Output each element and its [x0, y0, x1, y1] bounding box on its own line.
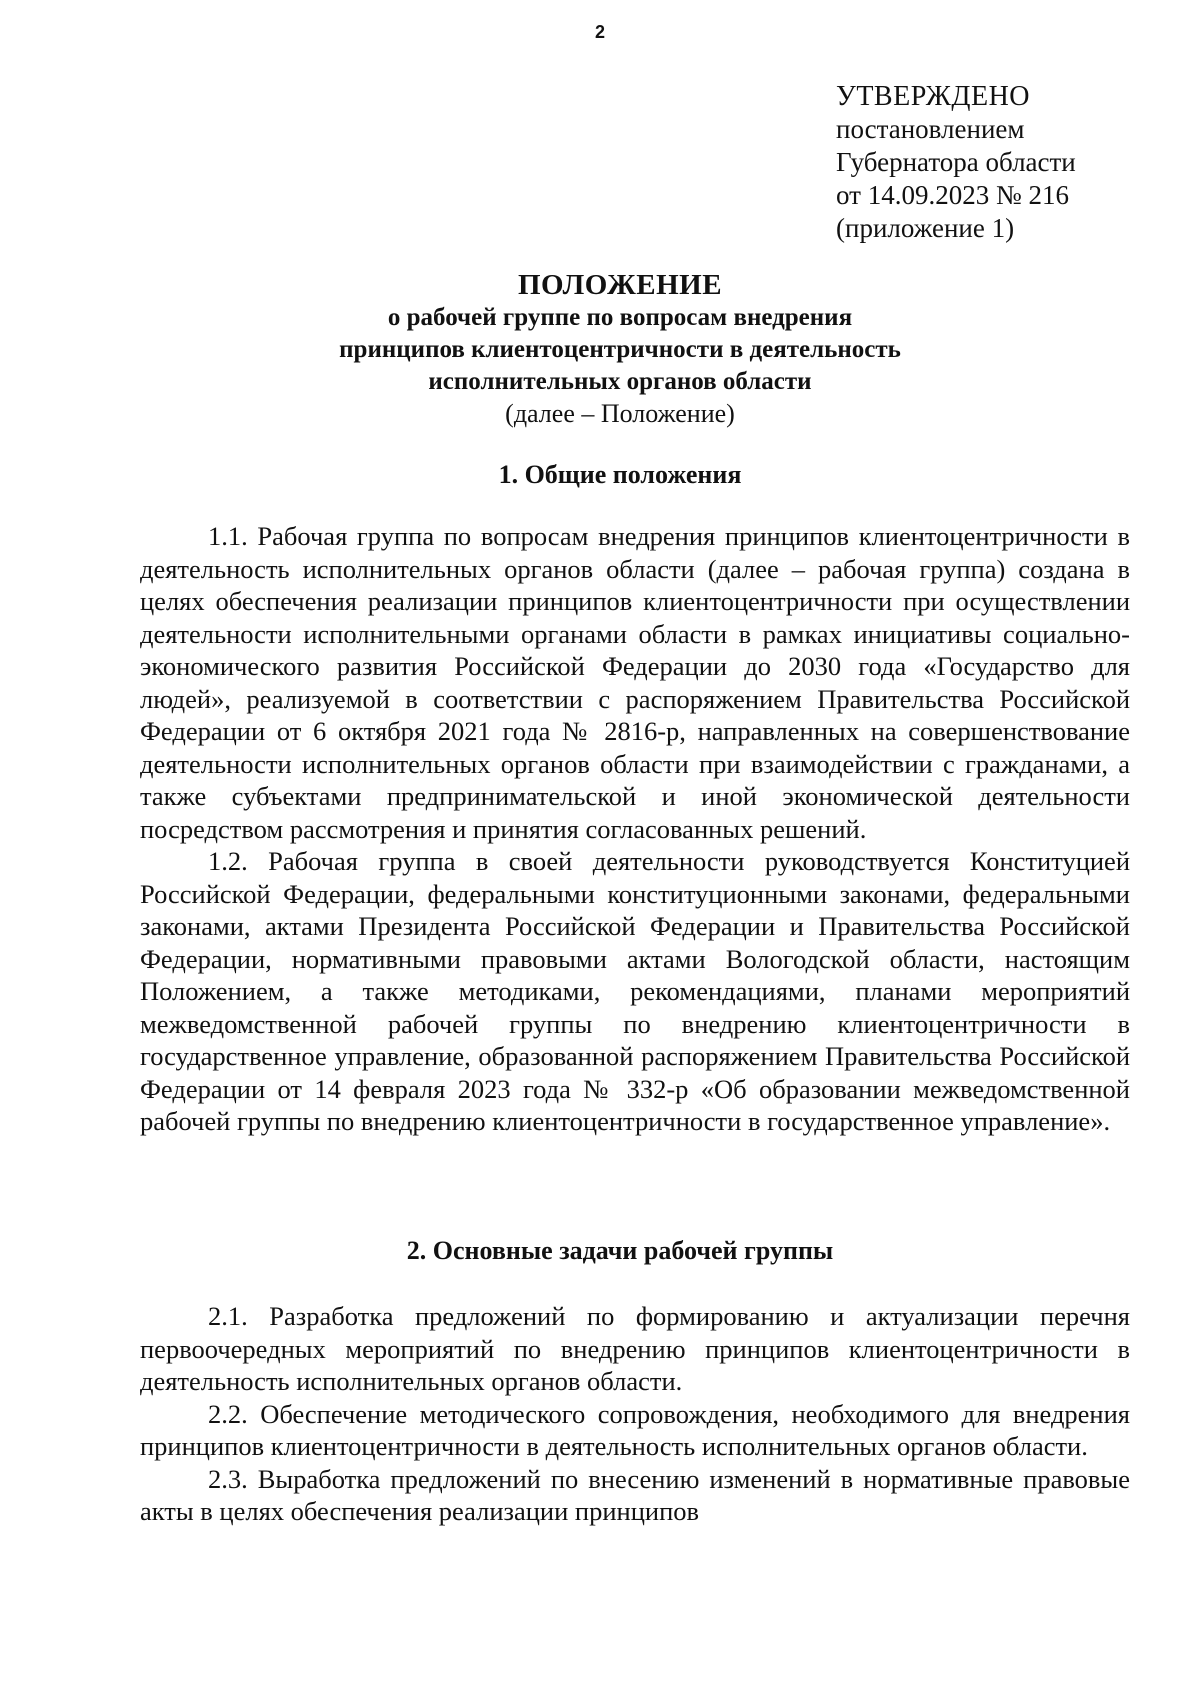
approval-line-3: от 14.09.2023 № 216 [836, 180, 1069, 210]
document-title: ПОЛОЖЕНИЕ [517, 269, 723, 301]
approval-line-4: (приложение 1) [836, 213, 1015, 243]
section-2-heading: 2. Основные задачи рабочей группы [406, 1236, 834, 1265]
document-title-note: (далее – Положение) [505, 399, 735, 428]
paragraph-2-1: 2.1. Разработка предложений по формированию и актуализации перечня первоочередных мероприятий по внедрению принципов клиентоцентричности в деятельность исполнительных органов области. [140, 1301, 1130, 1396]
approval-line-1: постановлением [836, 114, 1025, 144]
paragraph-2-2: 2.2. Обеспечение методического сопровождения, необходимого для внедрения принципов клиентоцентричности в деятельность исполнительных органов области. [140, 1398, 1130, 1461]
section-1-body [140, 520, 1130, 1138]
paragraph-1-1: 1.1. Рабочая группа по вопросам внедрения принципов клиентоцентричности в деятельность исполнительных органов области (далее – рабочая группа) создана в целях обеспечения реализации принципов клиентоцентричности при осуществлении деятельности исполнительными органами области в рамках инициативы социально-экономического развития Российской Федерации до 2030 года «Государство для людей», реализуемой в соответствии с распоряжением Правительства Российской Федерации от 6 октября 2021 года № 2816-р, направленных на совершенствование деятельности исполнительных органов области при взаимодействии с гражданами, а также субъектами предпринимательской и иной экономической деятельности посредством рассмотрения и принятия согласованных решений. [140, 521, 1130, 844]
approval-stamp [836, 80, 1076, 245]
document-title-block [0, 268, 1200, 430]
approval-line-2: Губернатора области [836, 147, 1076, 177]
page-number: 2 [594, 22, 605, 42]
paragraph-2-3: 2.3. Выработка предложений по внесению изменений в нормативные правовые акты в целях обеспечения реализации принципов [140, 1463, 1130, 1526]
document-subtitle-line-3: исполнительных органов области [428, 368, 812, 395]
paragraph-1-2: 1.2. Рабочая группа в своей деятельности руководствуется Конституцией Российской Федерации, федеральными конституционными законами, федеральными законами, актами Президента Российской Федерации и Правительства Российской Федерации, нормативными правовыми актами Вологодской области, настоящим Положением, а также методиками, рекомендациями, планами мероприятий межведомственной рабочей группы по внедрению клиентоцентричности в государственное управление, образованной распоряжением Правительства Российской Федерации от 14 февраля 2023 года № 332-р «Об образовании межведомственной рабочей группы по внедрению клиентоцентричности в государственное управление». [140, 846, 1130, 1136]
section-1-heading: 1. Общие положения [498, 460, 742, 489]
section-2-body [140, 1300, 1130, 1528]
approval-heading: УТВЕРЖДЕНО [836, 81, 1031, 112]
document-subtitle-line-2: принципов клиентоцентричности в деятельность [339, 336, 901, 363]
document-subtitle-line-1: о рабочей группе по вопросам внедрения [387, 304, 853, 331]
